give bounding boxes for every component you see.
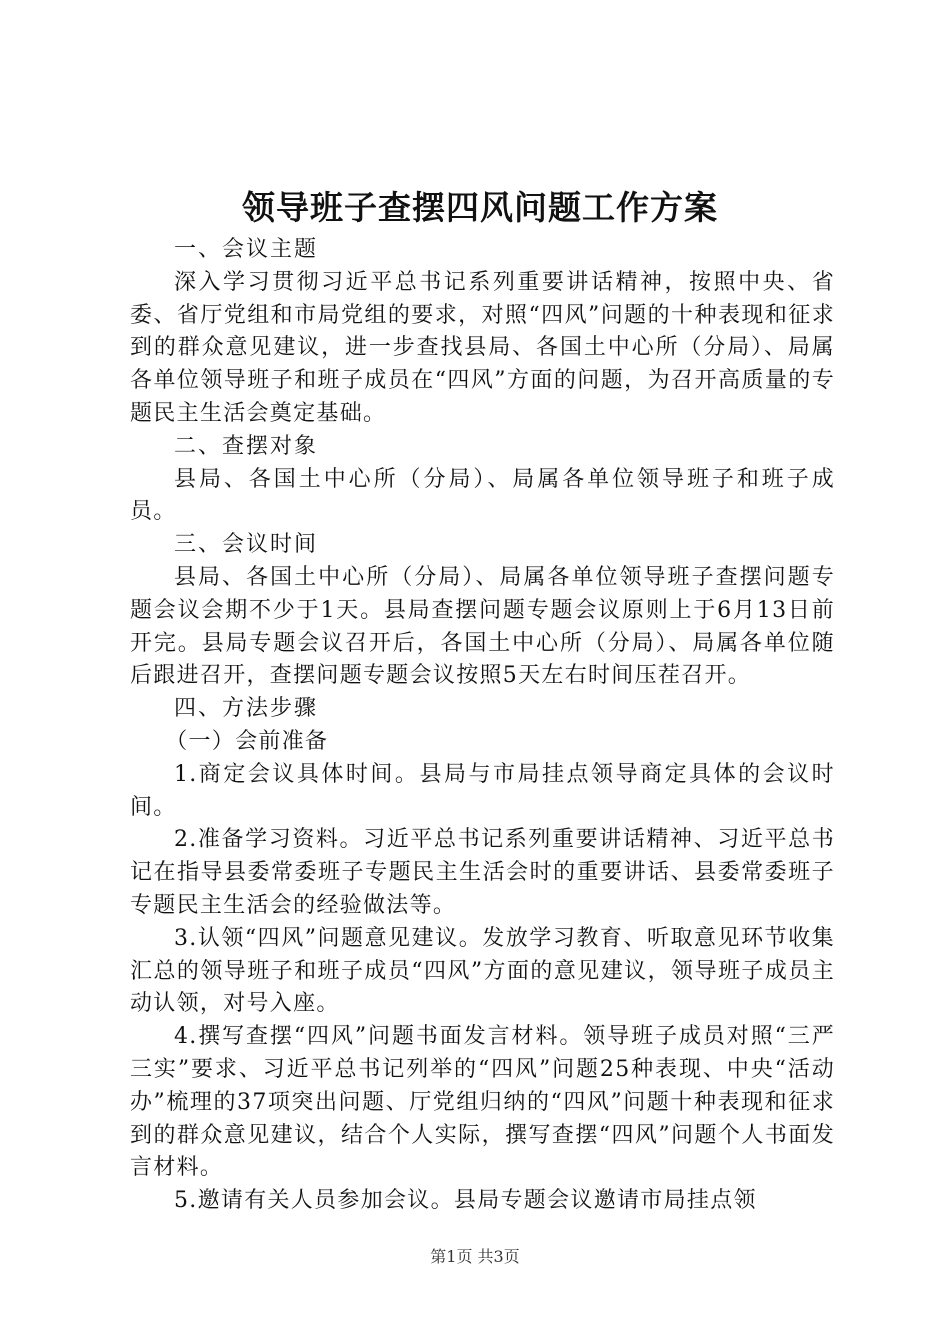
subsection-heading-preparation: （一）会前准备: [165, 728, 329, 754]
document-title: 领导班子查摆四风问题工作方案: [242, 188, 718, 227]
list-item-2: 2.准备学习资料。习近平总书记系列重要讲话精神、习近平总书记在指导县委常委班子专题民主生活会时的重要讲话、县委常委班子专题民主生活会的经验做法等。: [130, 827, 835, 918]
section-heading-theme: 一、会议主题: [174, 237, 319, 262]
list-item-1: 1.商定会议具体时间。县局与市局挂点领导商定具体的会议时间。: [130, 761, 835, 820]
paragraph-theme: 深入学习贯彻习近平总书记系列重要讲话精神，按照中央、省委、省厅党组和市局党组的要求，对照“四风”问题的十种表现和征求到的群众意见建议，进一步查找县局、各国土中心所（分局）、局属各单位领导班子和班子成员在“四风”方面的问题，为召开高质量的专题民主生活会奠定基础。: [130, 269, 835, 426]
list-item-5: 5.邀请有关人员参加会议。县局专题会议邀请市局挂点领: [174, 1188, 757, 1214]
section-heading-time: 三、会议时间: [174, 532, 319, 558]
document-body: [130, 234, 835, 1218]
paragraph-targets: 县局、各国土中心所（分局）、局属各单位领导班子和班子成员。: [130, 466, 835, 525]
paragraph-time: 县局、各国土中心所（分局）、局属各单位领导班子查摆问题专题会议会期不少于1天。县局查摆问题专题会议原则上于6月13日前开完。县局专题会议召开后，各国土中心所（分局）、局属各单位随后跟进召开，查摆问题专题会议按照5天左右时间压茬召开。: [130, 564, 835, 689]
list-item-3: 3.认领“四风”问题意见建议。发放学习教育、听取意见环节收集汇总的领导班子和班子成员“四风”方面的意见建议，领导班子成员主动认领，对号入座。: [130, 925, 835, 1017]
section-heading-steps: 四、方法步骤: [174, 696, 319, 722]
page-footer: 第1页 共3页: [430, 1247, 520, 1266]
list-item-4: 4.撰写查摆“四风”问题书面发言材料。领导班子成员对照“三严三实”要求、习近平总书记列举的“四风”问题25种表现、中央“活动办”梳理的37项突出问题、厅党组归纳的“四风”问题十种表现和征求到的群众意见建议，结合个人实际，撰写查摆“四风”问题个人书面发言材料。: [130, 1024, 835, 1181]
section-heading-targets: 二、查摆对象: [174, 433, 319, 459]
